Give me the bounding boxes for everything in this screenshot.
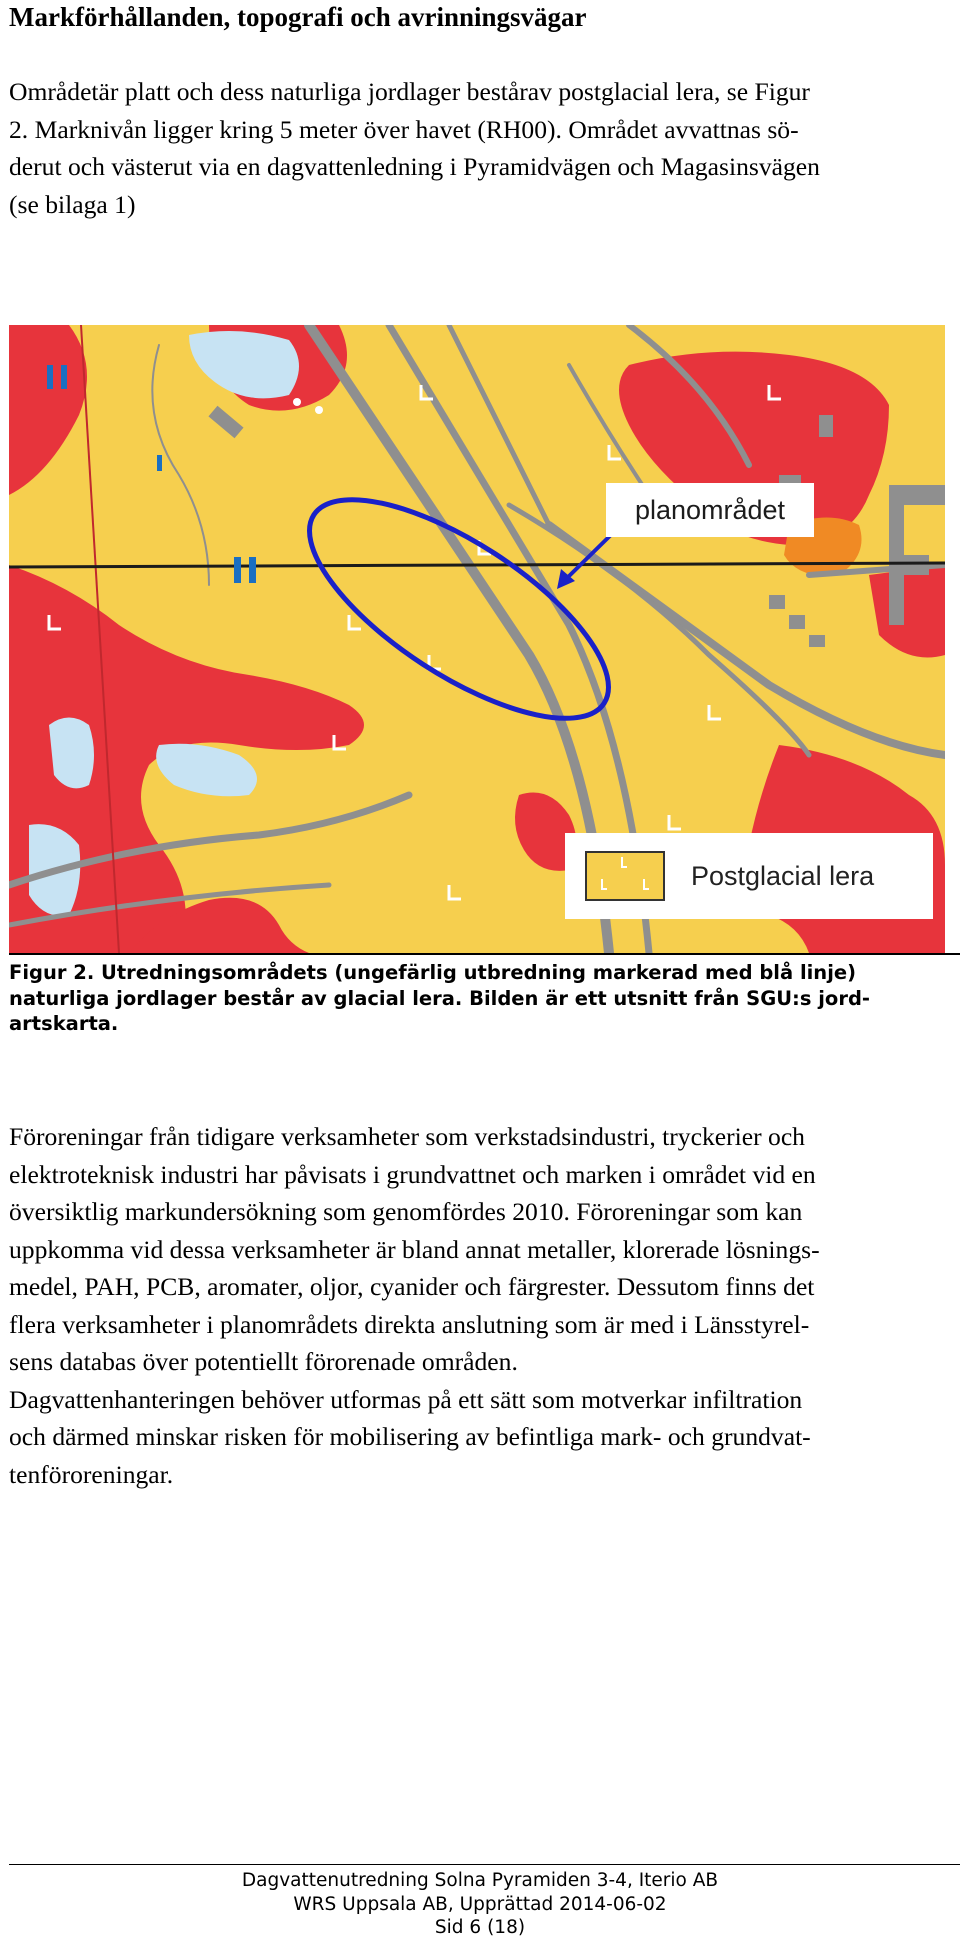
caption-line: artskarta. (9, 1012, 119, 1035)
figure-caption (9, 960, 954, 1037)
soil-map-figure (9, 325, 945, 953)
caption-line: Figur 2. Utredningsområdets (ungefärlig utbredning markerad med blå linje) (9, 961, 857, 984)
text-line: elektroteknisk industri har påvisats i grundvattnet och marken i området vid en (9, 1159, 816, 1189)
text-line: Dagvattenhanteringen behöver utformas på ett sätt som motverkar infiltration (9, 1384, 803, 1414)
text-line: Områdetär platt och dess naturliga jordlager bestårav postglacial lera, se Figur (9, 77, 810, 106)
text-line: flera verksamheter i planområdets direkta anslutning som är med i Länsstyrel- (9, 1309, 810, 1339)
footer-author-date: WRS Uppsala AB, Upprättad 2014-06-02 (293, 1893, 667, 1915)
footer-divider (9, 1864, 960, 1865)
legend-label: Postglacial lera (691, 860, 875, 891)
figure-divider (9, 953, 960, 955)
text-line: (se bilaga 1) (9, 189, 136, 219)
text-line: tenföroreningar. (9, 1459, 174, 1489)
pollution-paragraph (9, 1118, 939, 1493)
text-line: Föroreningar från tidigare verksamheter som verkstadsindustri, tryckerier och (9, 1122, 805, 1151)
text-line: och därmed minskar risken för mobilisering av befintliga mark- och grundvat- (9, 1422, 811, 1451)
text-line: derut och västerut via en dagvattenledning i Pyramidvägen och Magasinsvägen (9, 152, 820, 181)
section-heading: Markförhållanden, topografi och avrinningsvägar (9, 2, 587, 32)
map-legend (565, 833, 933, 919)
page-footer (0, 1869, 960, 1940)
text-line: 2. Marknivån ligger kring 5 meter över havet (RH00). Området avvattnas sö- (9, 114, 799, 144)
text-line: översiktlig markundersökning som genomfördes 2010. Föroreningar som kan (9, 1197, 803, 1226)
text-line: uppkomma vid dessa verksamheter är bland annat metaller, klorerade lösnings- (9, 1234, 820, 1264)
text-line: sens databas över potentiellt förorenade områden. (9, 1347, 518, 1376)
callout-label: planområdet (634, 494, 786, 525)
footer-document-title: Dagvattenutredning Solna Pyramiden 3-4, Iterio AB (241, 1870, 719, 1891)
legend-swatch (585, 851, 665, 901)
caption-line: naturliga jordlager består av glacial lera. Bilden är ett utsnitt från SGU:s jord- (9, 986, 870, 1010)
intro-paragraph (9, 73, 939, 223)
footer-page-number: Sid 6 (18) (434, 1917, 526, 1938)
planomradet-callout (606, 483, 814, 537)
text-line: medel, PAH, PCB, aromater, oljor, cyanider och färgrester. Dessutom finns det (9, 1272, 815, 1301)
